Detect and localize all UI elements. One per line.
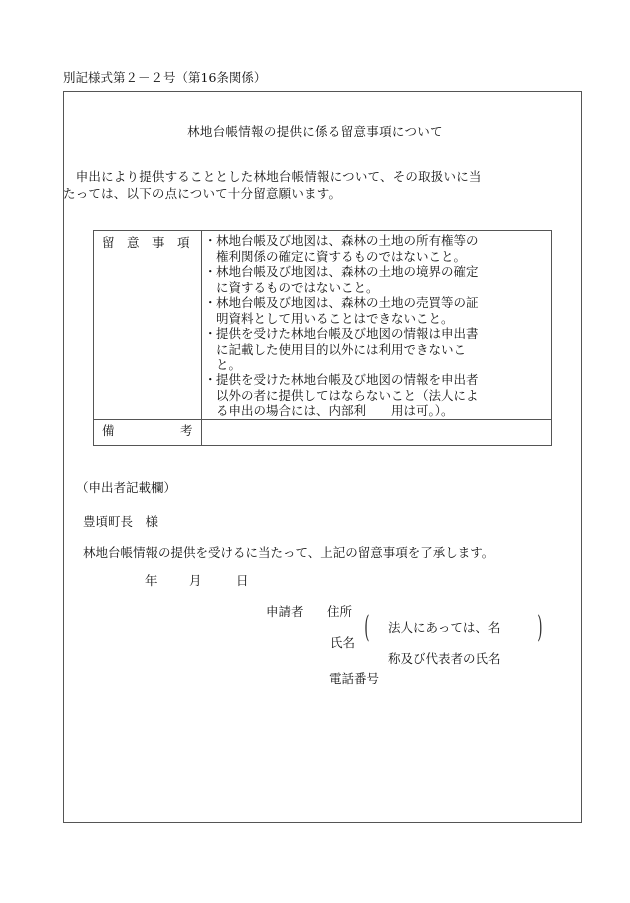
notes-table <box>93 230 552 446</box>
consent-statement: 林地台帳情報の提供を受けるに当たって、上記の留意事項を了承します。 <box>83 545 495 560</box>
phone-label: 電話番号 <box>329 671 380 686</box>
list-item-line: 提供を受けた林地台帳及び地図の情報を申出者 <box>216 372 479 387</box>
list-item-line: る申出の場合には、内部利 用は可。）。 <box>216 403 454 419</box>
remarks-label-right: 考 <box>180 423 193 438</box>
remarks-label-left: 備 <box>102 423 115 438</box>
name-label: 氏名 <box>330 635 356 650</box>
list-item-line: に記載した使用目的以外には利用できないこ <box>216 341 467 357</box>
list-item-line: 林地台帳及び地図は、森林の土地の所有権等の <box>216 233 479 248</box>
notes-label: 留 意 事 項 <box>102 235 190 250</box>
left-bracket-icon: ( <box>364 610 370 645</box>
addressee: 豊頃町長 様 <box>83 514 159 529</box>
table-column-divider <box>201 231 202 445</box>
list-item-line: 林地台帳及び地図は、森林の土地の境界の確定 <box>216 264 479 279</box>
date-day-label: 日 <box>236 573 249 588</box>
corp-note-line-1: 法人にあっては、名 <box>388 620 501 635</box>
applicant-section-heading: （申出者記載欄） <box>76 480 177 495</box>
right-bracket-icon: ) <box>537 610 543 645</box>
bullet-mark: ・ <box>204 233 217 248</box>
corp-note-line-2: 称及び代表者の氏名 <box>388 651 501 666</box>
bullet-mark: ・ <box>204 326 217 341</box>
list-item-line: 以外の者に提供してはならないこと（法人によ <box>216 387 479 403</box>
address-label: 住所 <box>327 604 353 619</box>
applicant-label: 申請者 <box>266 604 304 619</box>
list-item-line: 権利関係の確定に資するものではないこと。 <box>216 248 467 264</box>
page-title: 林地台帳情報の提供に係る留意事項について <box>187 124 443 139</box>
form-number-header: 別記様式第２－２号（第16条関係） <box>63 70 267 85</box>
list-item-line: と。 <box>216 357 242 373</box>
intro-line-2: たっては、以下の点について十分留意願います。 <box>63 186 342 201</box>
table-row-divider <box>94 419 551 420</box>
bullet-mark: ・ <box>204 372 217 387</box>
list-item-line: 明資料として用いることはできないこと。 <box>216 310 454 326</box>
date-year-label: 年 <box>145 573 158 588</box>
list-item-line: 林地台帳及び地図は、森林の土地の売買等の証 <box>216 295 479 310</box>
list-item-line: 提供を受けた林地台帳及び地図の情報は申出書 <box>216 326 479 341</box>
date-month-label: 月 <box>189 573 202 588</box>
intro-line-1: 申出により提供することとした林地台帳情報について、その取扱いに当 <box>63 169 482 184</box>
bullet-mark: ・ <box>204 264 217 279</box>
bullet-mark: ・ <box>204 295 217 310</box>
list-item-line: に資するものではないこと。 <box>216 279 379 295</box>
